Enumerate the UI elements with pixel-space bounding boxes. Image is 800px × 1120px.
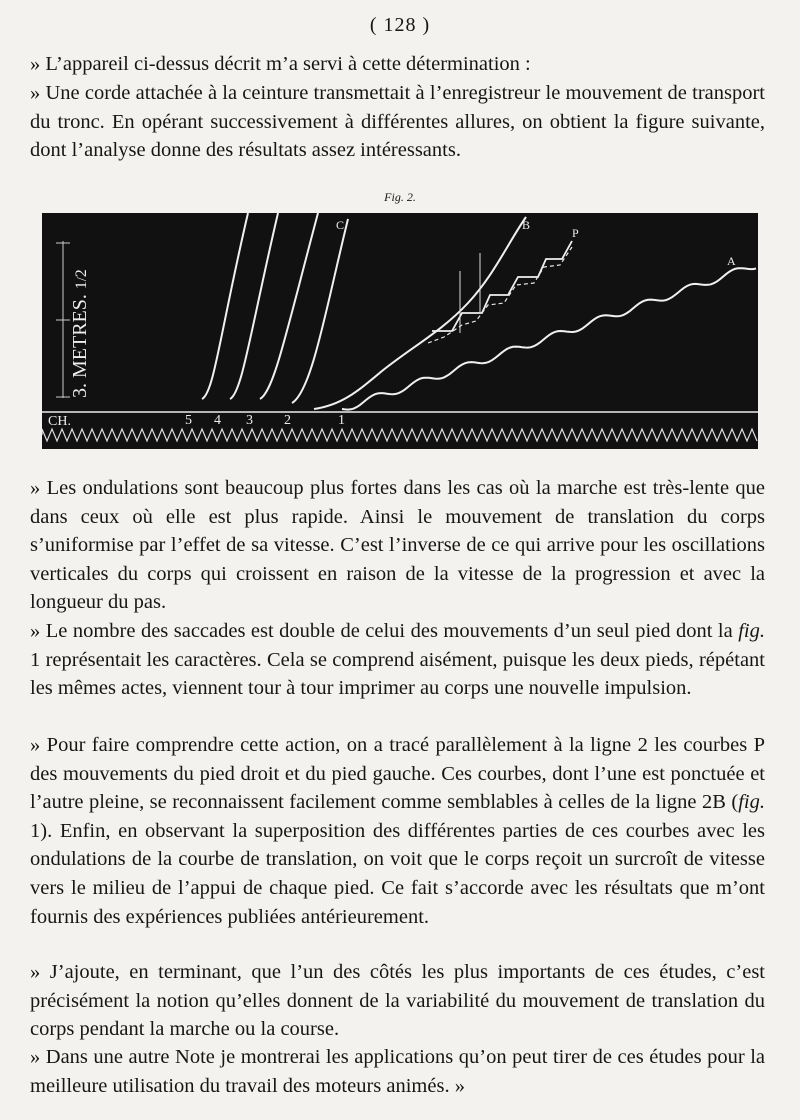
curve-number-5: 5 bbox=[185, 413, 192, 428]
curve-number-1: 1 bbox=[338, 413, 345, 428]
curve-number-4: 4 bbox=[214, 413, 221, 428]
curve-letter-p: P bbox=[572, 226, 579, 240]
curve-letter-b: B bbox=[522, 218, 531, 232]
axis-label: 3. METRES. 1/2 bbox=[69, 269, 91, 398]
fig-ref: fig. bbox=[738, 791, 765, 814]
paragraph-courbes: » Pour faire comprendre cette action, on a tracé parallèlement à la ligne 2 les courbes P des mouvements du pied droit et du pied gauche. Ces courbes, dont l’une est ponctuée et l’autre pleine, se reconnaissent facilement comme semblables à celles de la ligne 2B (fig. 1). Enfin, en observant la superposition des différentes parties de ces courbes avec les ondulations de la courbe de translation, on voit que le corps reçoit un surcroît de vitesse vers le milieu de l’appui de chaque pied. Ce fait s’accorde avec les résultats que m’ont fournis des expériences publiées antérieurement. bbox=[30, 734, 765, 928]
paragraph-note: » Dans une autre Note je montrerai les applications qu’on peut tirer de ces études pour la meilleure utilisation du travail des moteurs animés. » bbox=[30, 1046, 765, 1097]
paragraph-saccades: » Le nombre des saccades est double de celui des mouvements d’un seul pied dont la fig. 1 représentait les caractères. Cela se comprend aisément, puisque les deux pieds, répétant les mêmes actes, viennent tour à tour imprimer au corps une nouvelle impulsion. bbox=[30, 620, 765, 700]
paragraph-intro: » L’appareil ci-dessus décrit m’a servi à cette détermination : bbox=[30, 53, 531, 75]
fig-ref: fig. bbox=[738, 620, 765, 642]
curve-letter-a: A bbox=[727, 254, 736, 268]
figure-2-trace bbox=[42, 213, 758, 449]
curve-number-2: 2 bbox=[284, 413, 291, 428]
figure-caption: Fig. 2. bbox=[384, 190, 416, 204]
baseline-label: CH. bbox=[48, 414, 71, 429]
paragraph-ondulations: » Les ondulations sont beaucoup plus fortes dans les cas où la marche est très-lente que dans ceux où elle est plus rapide. Ainsi le mouvement de translation du corps s’uniformise par l’effet de sa vitesse. C’est l’inverse de ce qui arrive pour les oscillations verticales du corps qui croissent en raison de la vitesse de la progression et avec la longueur du pas. bbox=[30, 477, 765, 614]
curve-number-3: 3 bbox=[246, 413, 253, 428]
paragraph-setup: » Une corde attachée à la ceinture transmettait à l’enregistreur le mouvement de transport du tronc. En opérant successivement à différentes allures, on obtient la figure suivante, dont l’analyse donne des résultats assez intéressants. bbox=[30, 82, 765, 162]
page-number: ( 128 ) bbox=[369, 14, 431, 36]
paragraph-conclusion: » J’ajoute, en terminant, que l’un des côtés les plus importants de ces études, c’est précisément la notion qu’elles donnent de la variabilité du mouvement de translation du corps pendant la marche ou la course. bbox=[30, 961, 765, 1041]
curve-letter-c: C bbox=[336, 218, 345, 232]
